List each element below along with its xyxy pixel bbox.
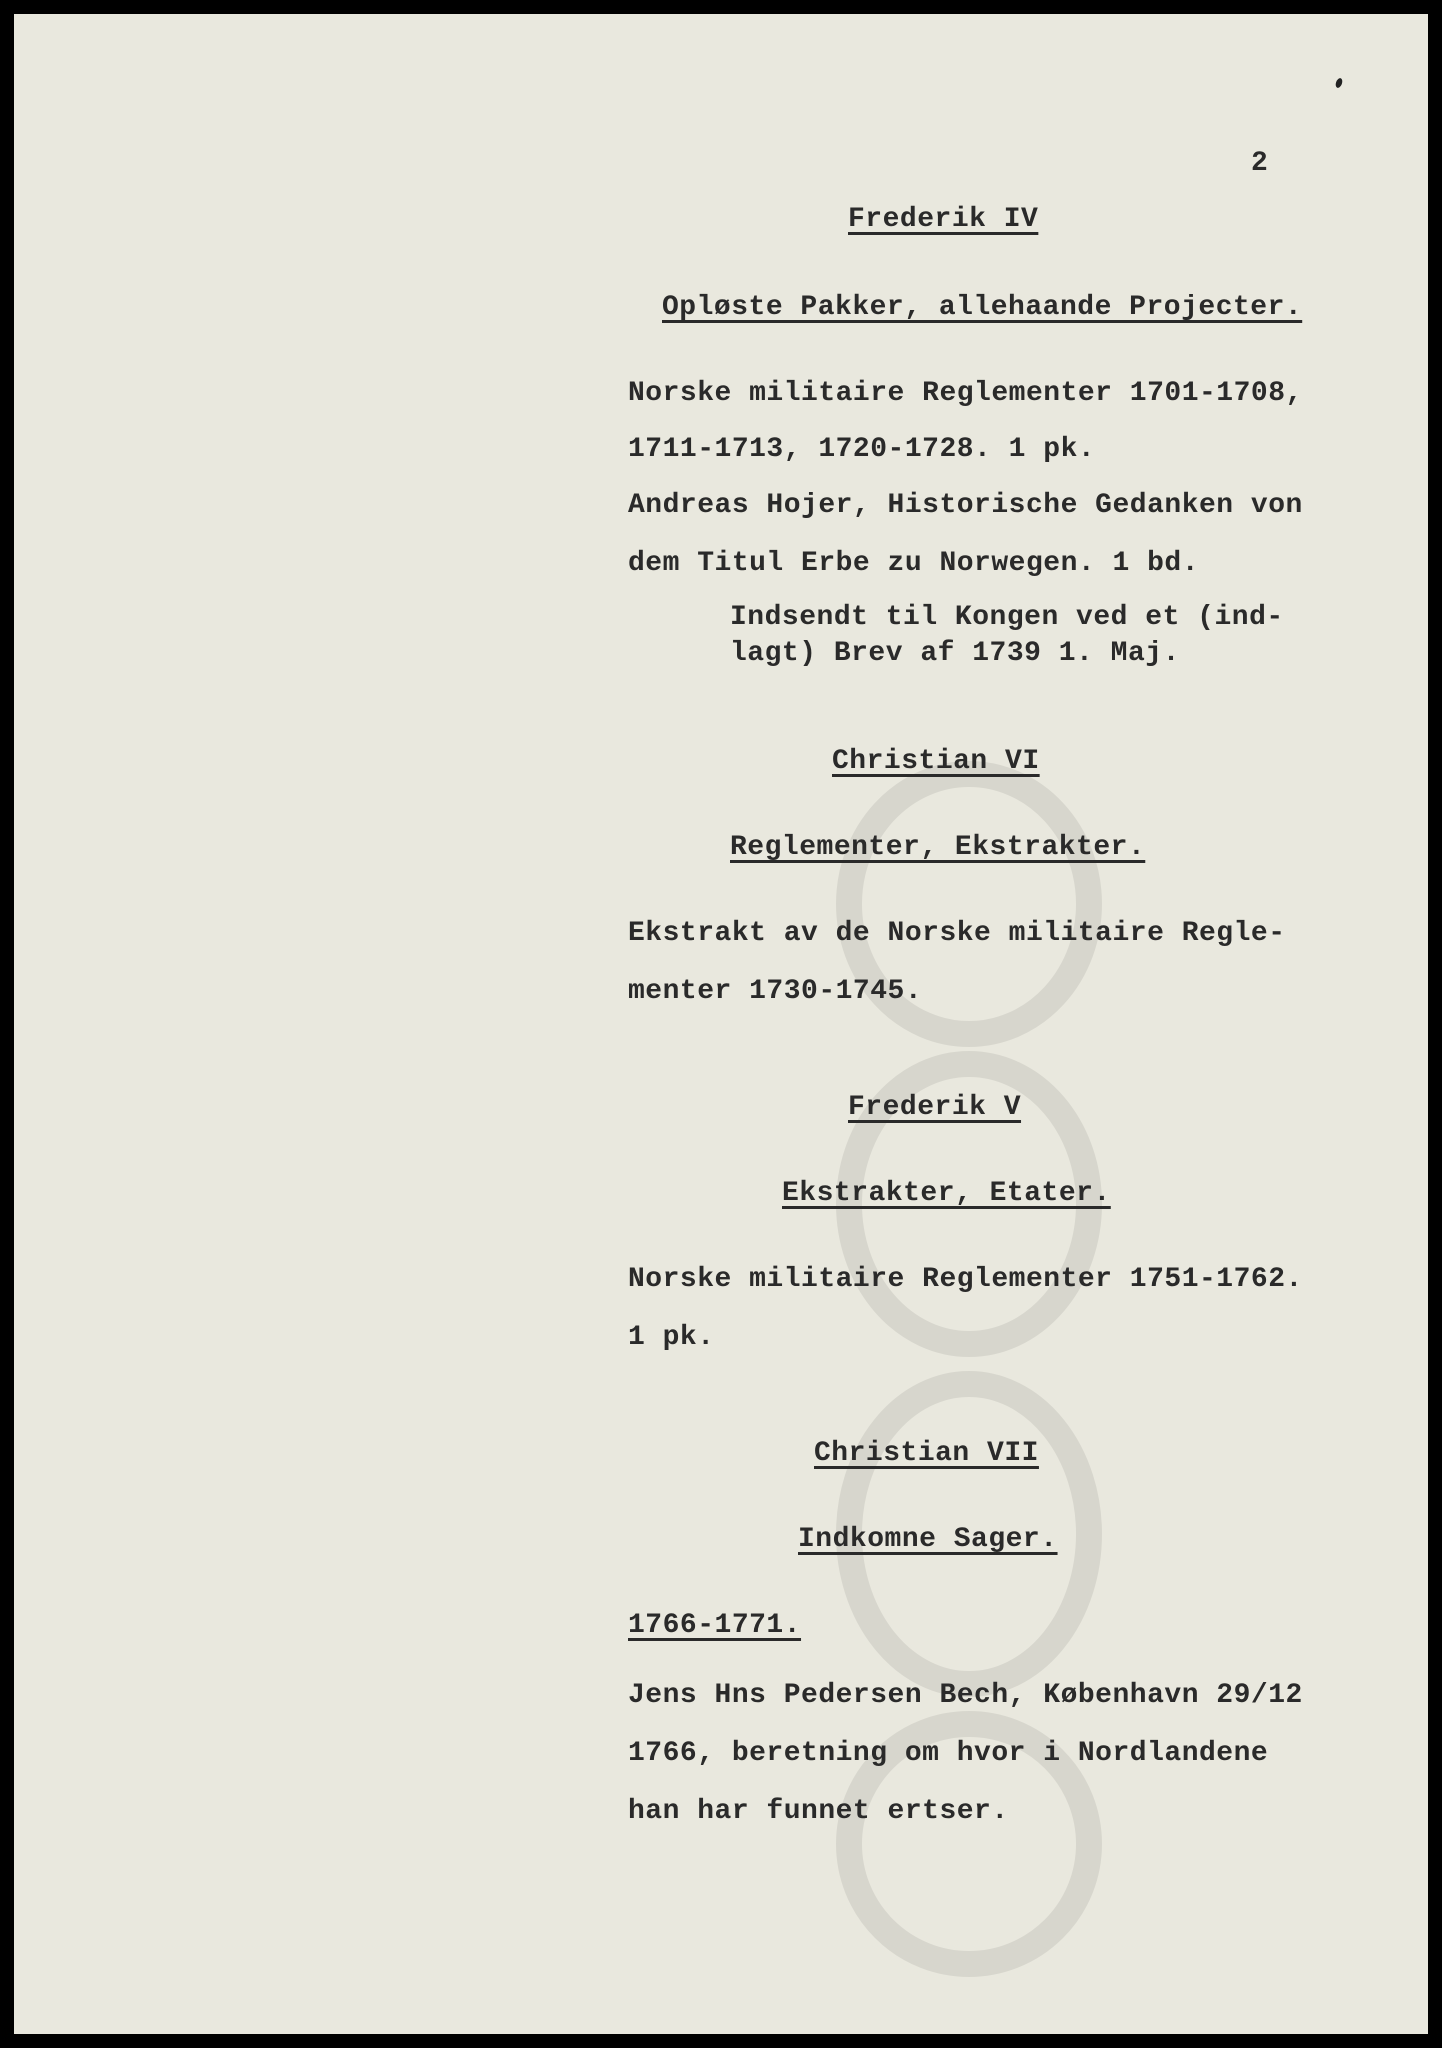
entry-line: dem Titul Erbe zu Norwegen. 1 bd. — [628, 548, 1199, 579]
ruler-heading: Christian VI — [832, 746, 1040, 777]
ink-mark — [1334, 77, 1343, 88]
ruler-heading: Frederik V — [848, 1092, 1022, 1123]
ruler-heading: Christian VII — [814, 1438, 1039, 1469]
note-line: lagt) Brev af 1739 1. Maj. — [730, 638, 1180, 669]
document-page — [14, 14, 1428, 2034]
page-number: 2 — [1251, 148, 1268, 179]
entry-line: Andreas Hojer, Historische Gedanken von — [628, 490, 1303, 521]
entry-line: Jens Hns Pedersen Bech, København 29/12 — [628, 1680, 1303, 1711]
category-heading: Reglementer, Ekstrakter. — [730, 832, 1146, 863]
entry-line: Norske militaire Reglementer 1751-1762. — [628, 1264, 1303, 1295]
entry-line: han har funnet ertser. — [628, 1796, 1009, 1827]
note-line: Indsendt til Kongen ved et (ind- — [730, 602, 1284, 633]
entry-line: 1 pk. — [628, 1322, 715, 1353]
category-heading: Ekstrakter, Etater. — [782, 1178, 1111, 1209]
entry-line: Ekstrakt av de Norske militaire Regle- — [628, 918, 1286, 949]
entry-line: 1766, beretning om hvor i Nordlandene — [628, 1738, 1269, 1769]
category-heading: Indkomne Sager. — [798, 1524, 1058, 1555]
category-heading: Opløste Pakker, allehaande Projecter. — [662, 292, 1303, 323]
entry-line: menter 1730-1745. — [628, 976, 923, 1007]
entry-line: 1711-1713, 1720-1728. 1 pk. — [628, 434, 1096, 465]
ruler-heading: Frederik IV — [848, 204, 1039, 235]
entry-line: Norske militaire Reglementer 1701-1708, — [628, 378, 1303, 409]
period-heading: 1766-1771. — [628, 1610, 802, 1641]
